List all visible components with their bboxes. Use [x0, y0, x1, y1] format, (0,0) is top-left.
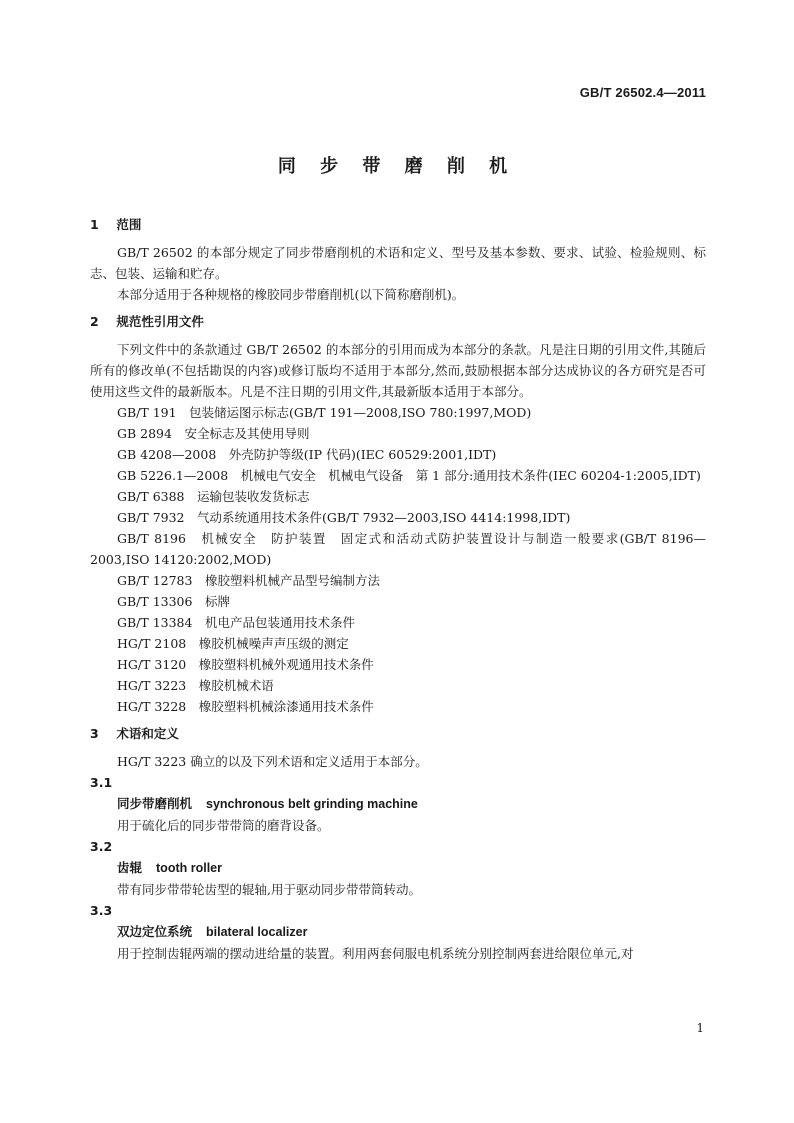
page-number: 1 — [696, 1021, 704, 1035]
section-title: 范围 — [116, 217, 142, 232]
term-number: 3.1 — [90, 775, 113, 790]
term-entry — [90, 793, 706, 815]
reference-item: GB/T 13384 机电产品包装通用技术条件 — [117, 615, 355, 630]
section-title: 规范性引用文件 — [116, 314, 204, 329]
term-entry — [90, 921, 706, 943]
paragraph: 本部分适用于各种规格的橡胶同步带磨削机(以下简称磨削机)。 — [117, 287, 465, 302]
standard-number: GB/T 26502.4—2011 — [579, 85, 706, 100]
reference-item: GB/T 8196 机械安全 防护装置 固定式和活动式防护装置设计与制造一般要求(GB/T 8196—2003,ISO 14120:2002,MOD) — [90, 531, 706, 567]
reference-item: GB/T 13306 标牌 — [117, 594, 230, 609]
reference-item: GB/T 7932 气动系统通用技术条件(GB/T 7932—2003,ISO 4414:1998,IDT) — [117, 510, 571, 525]
section-3-heading — [90, 723, 706, 744]
reference-item: HG/T 3223 橡胶机械术语 — [117, 678, 274, 693]
term-definition: 用于控制齿辊两端的摆动进给量的装置。利用两套伺服电机系统分别控制两套进给限位单元,对 — [117, 946, 634, 961]
section-2-heading — [90, 311, 706, 332]
paragraph: HG/T 3223 确立的以及下列术语和定义适用于本部分。 — [117, 754, 428, 769]
term-definition: 带有同步带带轮齿型的辊轴,用于驱动同步带带筒转动。 — [117, 882, 421, 897]
term-chinese: 齿辊 — [117, 860, 143, 875]
document-body — [90, 214, 706, 964]
section-title: 术语和定义 — [116, 726, 179, 741]
term-number: 3.3 — [90, 903, 113, 918]
reference-item: GB/T 6388 运输包装收发货标志 — [117, 489, 310, 504]
term-entry — [90, 857, 706, 879]
reference-item: HG/T 2108 橡胶机械噪声声压级的测定 — [117, 636, 349, 651]
document-title: 同 步 带 磨 削 机 — [277, 156, 517, 177]
reference-item: GB 4208—2008 外壳防护等级(IP 代码)(IEC 60529:2001,IDT) — [117, 447, 497, 462]
reference-item: HG/T 3120 橡胶塑料机械外观通用技术条件 — [117, 657, 374, 672]
reference-item: GB/T 191 包装储运图示标志(GB/T 191—2008,ISO 780:1997,MOD) — [117, 405, 532, 420]
reference-item: GB 5226.1—2008 机械电气安全 机械电气设备 第 1 部分:通用技术条件(IEC 60204-1:2005,IDT) — [117, 468, 701, 483]
paragraph: GB/T 26502 的本部分规定了同步带磨削机的术语和定义、型号及基本参数、要求、试验、检验规则、标志、包装、运输和贮存。 — [90, 245, 706, 281]
term-english: synchronous belt grinding machine — [206, 797, 418, 811]
reference-item: GB/T 12783 橡胶塑料机械产品型号编制方法 — [117, 573, 380, 588]
term-number: 3.2 — [90, 839, 113, 854]
term-definition: 用于硫化后的同步带带筒的磨背设备。 — [117, 818, 330, 833]
section-number: 3 — [90, 726, 99, 741]
section-1-heading — [90, 214, 706, 235]
reference-item: GB 2894 安全标志及其使用导则 — [117, 426, 310, 441]
term-english: bilateral localizer — [206, 925, 308, 939]
paragraph: 下列文件中的条款通过 GB/T 26502 的本部分的引用而成为本部分的条款。凡是注日期的引用文件,其随后所有的修改单(不包括勘误的内容)或修订版均不适用于本部分,然而,鼓励根据本部分达成协议的各方研究是否可使用这些文件的最新版本。凡是不注日期的引用文件,其最新版本适用于本部分。 — [90, 342, 706, 399]
section-number: 2 — [90, 314, 99, 329]
term-chinese: 双边定位系统 — [117, 924, 193, 939]
term-chinese: 同步带磨削机 — [117, 796, 193, 811]
term-english: tooth roller — [156, 861, 222, 875]
section-number: 1 — [90, 217, 99, 232]
reference-item: HG/T 3228 橡胶塑料机械涂漆通用技术条件 — [117, 699, 374, 714]
